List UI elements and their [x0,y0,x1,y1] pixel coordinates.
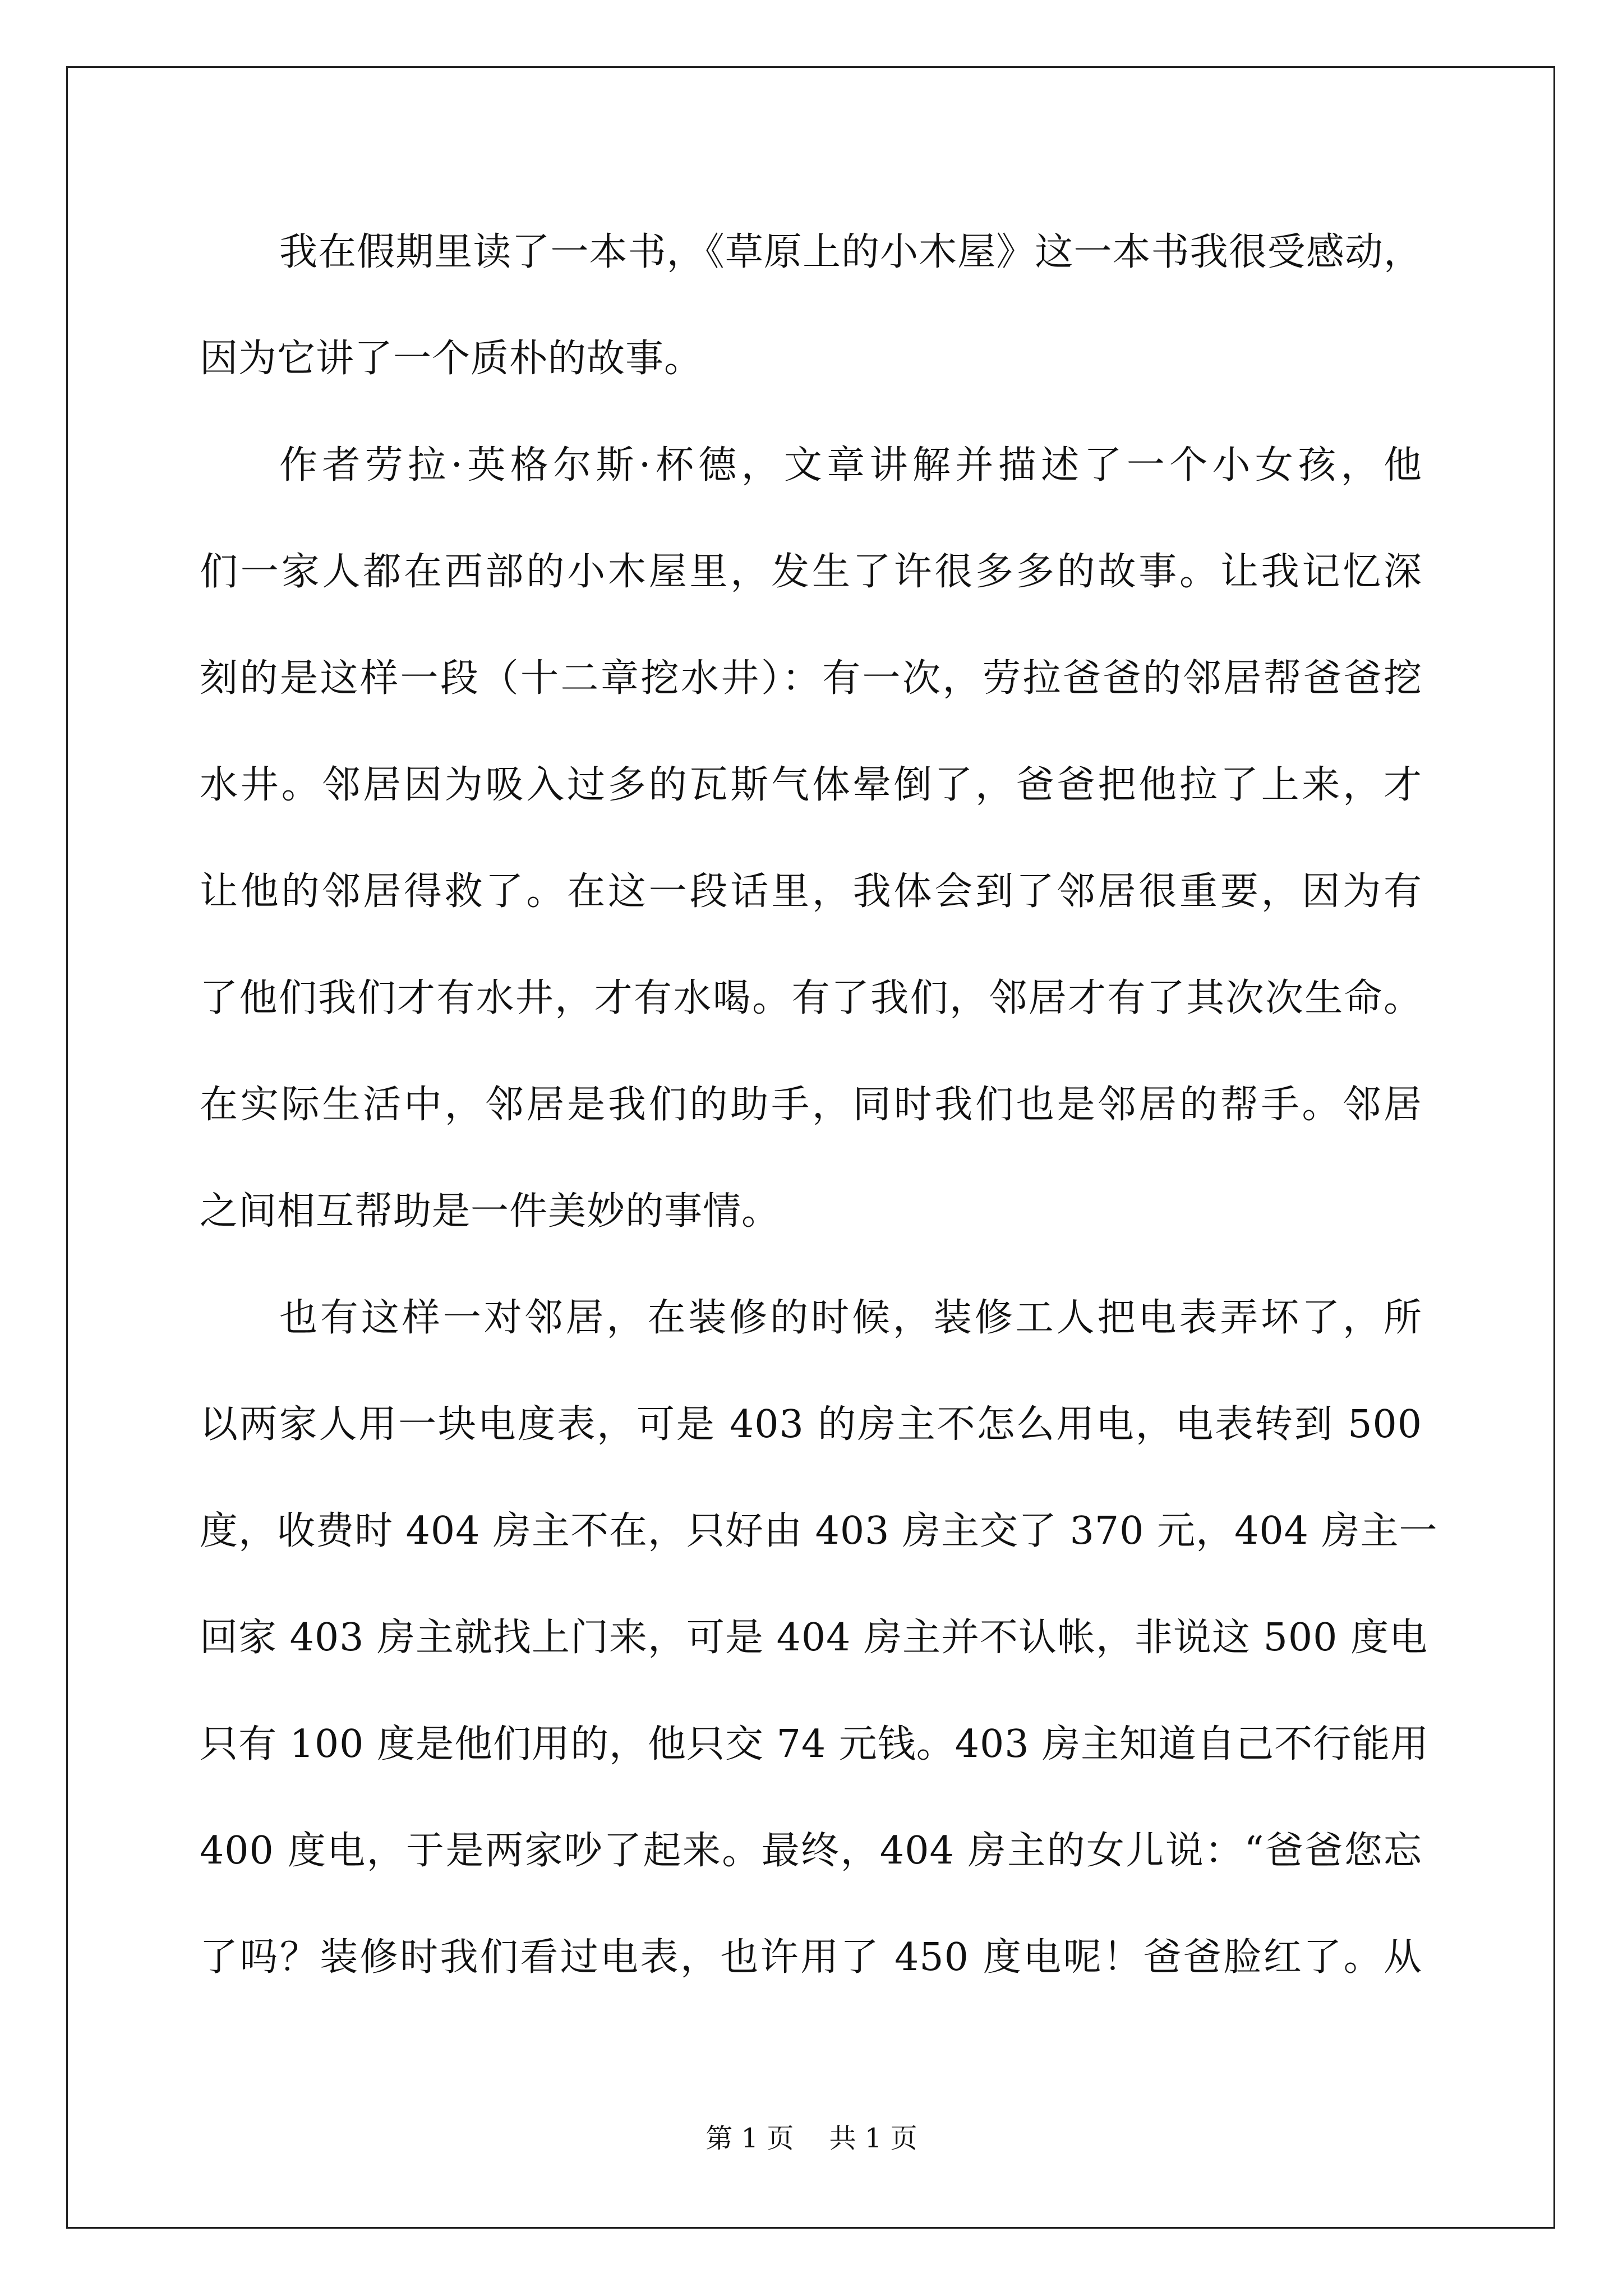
page-number: 第 1 页 [706,2123,794,2154]
paragraph-1-line-2: 因为它讲了一个质朴的故事。 [200,337,703,381]
page-total: 共 1 页 [829,2123,917,2154]
paragraph-2-line-5: 让他的邻居得救了。在这一段话里，我体会到了邻居很重要，因为有 [200,869,1422,914]
paragraph-3-line-4: 回家 403 房主就找上门来，可是 404 房主并不认帐，非说这 500 度电 [200,1616,1428,1660]
paragraph-3-line-3: 度，收费时 404 房主不在，只好由 403 房主交了 370 元，404 房主一 [200,1509,1438,1553]
paragraph-2-line-1: 作者劳拉·英格尔斯·杯德，文章讲解并描述了一个小女孩，他 [279,443,1422,487]
paragraph-2-line-4: 水井。邻居因为吸入过多的瓦斯气体晕倒了，爸爸把他拉了上来，才 [200,763,1422,807]
paragraph-2-line-7: 在实际生活中，邻居是我们的助手，同时我们也是邻居的帮手。邻居 [200,1083,1422,1127]
document-body [200,219,1438,2031]
paragraph-2-line-2: 们一家人都在西部的小木屋里，发生了许很多多的故事。让我记忆深 [200,550,1422,594]
paragraph-3-line-5: 只有 100 度是他们用的，他只交 74 元钱。403 房主知道自己不行能用 [200,1722,1430,1766]
paragraph-3-line-2: 以两家人用一块电度表，可是 403 的房主不怎么用电，电表转到 500 [200,1402,1422,1447]
paragraph-1-line-1: 我在假期里读了一本书，《草原上的小木屋》这一本书我很受感动， [279,230,1422,274]
paragraph-2-line-3: 刻的是这样一段（十二章挖水井）：有一次，劳拉爸爸的邻居帮爸爸挖 [200,656,1422,701]
page-footer [0,2122,1623,2155]
paragraph-3-line-1: 也有这样一对邻居，在装修的时候，装修工人把电表弄坏了，所 [279,1296,1422,1340]
paragraph-3-line-7: 了吗？装修时我们看过电表，也许用了 450 度电呢！爸爸脸红了。从 [200,1935,1422,1980]
paragraph-2-line-8: 之间相互帮助是一件美妙的事情。 [200,1189,781,1234]
paragraph-3-line-6: 400 度电，于是两家吵了起来。最终，404 房主的女儿说：“爸爸您忘 [200,1829,1423,1873]
paragraph-2-line-6: 了他们我们才有水井，才有水喝。有了我们，邻居才有了其次次生命。 [200,976,1422,1020]
